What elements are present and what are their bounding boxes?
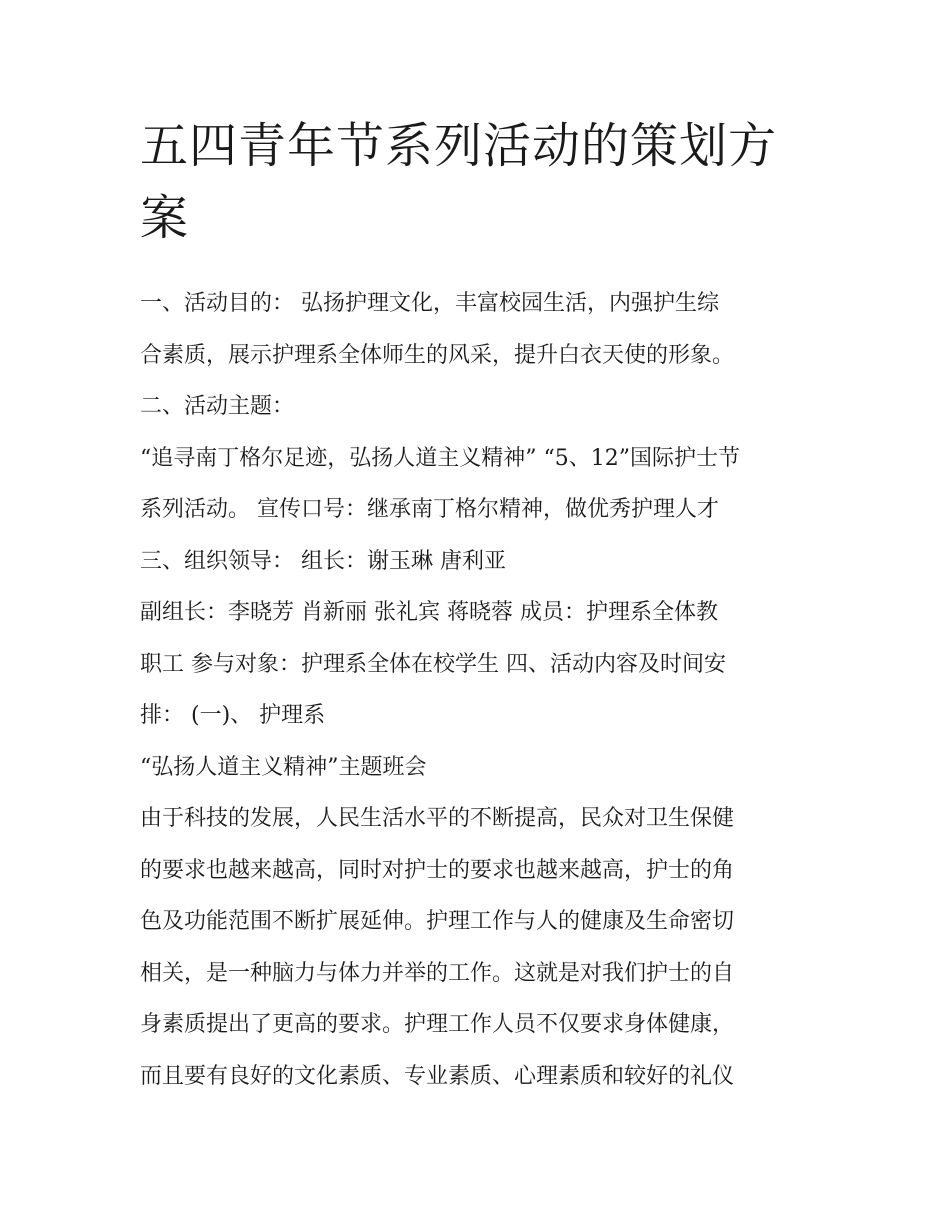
body-line: “弘扬人道主义精神”主题班会 bbox=[140, 754, 427, 780]
body-line: 系列活动。 宣传口号：继承南丁格尔精神，做优秀护理人才 bbox=[140, 497, 719, 522]
body-line: 二、活动主题： bbox=[140, 394, 295, 419]
body-line: 三、组织领导： 组长：谢玉琳 唐利亚 bbox=[140, 548, 506, 574]
body-line: 职工 参与对象：护理系全体在校学生 四、活动内容及时间安 bbox=[140, 651, 726, 677]
body-line: 副组长：李晓芳 肖新丽 张礼宾 蒋晓蓉 成员：护理系全体教 bbox=[140, 600, 718, 625]
body-line: “追寻南丁格尔足迹，弘扬人道主义精神” “5、12”国际护士节 bbox=[140, 445, 740, 471]
body-line: 而且要有良好的文化素质、专业素质、心理素质和较好的礼仪 bbox=[140, 1063, 735, 1089]
document-body bbox=[140, 278, 820, 1102]
body-line: 由于科技的发展，人民生活水平的不断提高，民众对卫生保健 bbox=[140, 806, 735, 831]
body-line: 合素质，展示护理系全体师生的风采，提升白衣天使的形象。 bbox=[140, 342, 735, 368]
body-line: 身素质提出了更高的要求。护理工作人员不仅要求身体健康， bbox=[140, 1012, 735, 1037]
document-title bbox=[140, 110, 820, 254]
body-line: 相关，是一种脑力与体力并举的工作。这就是对我们护士的自 bbox=[140, 960, 735, 986]
body-line: 的要求也越来越高，同时对护士的要求也越来越高，护士的角 bbox=[140, 857, 735, 883]
body-line: 排： (一)、 护理系 bbox=[140, 703, 326, 728]
body-line: 色及功能范围不断扩展延伸。护理工作与人的健康及生命密切 bbox=[140, 909, 735, 934]
title-line-2: 案 bbox=[140, 190, 190, 246]
title-line-1: 五四青年节系列活动的策划方 bbox=[140, 118, 778, 174]
body-line: 一、活动目的： 弘扬护理文化，丰富校园生活，内强护生综 bbox=[140, 291, 719, 316]
